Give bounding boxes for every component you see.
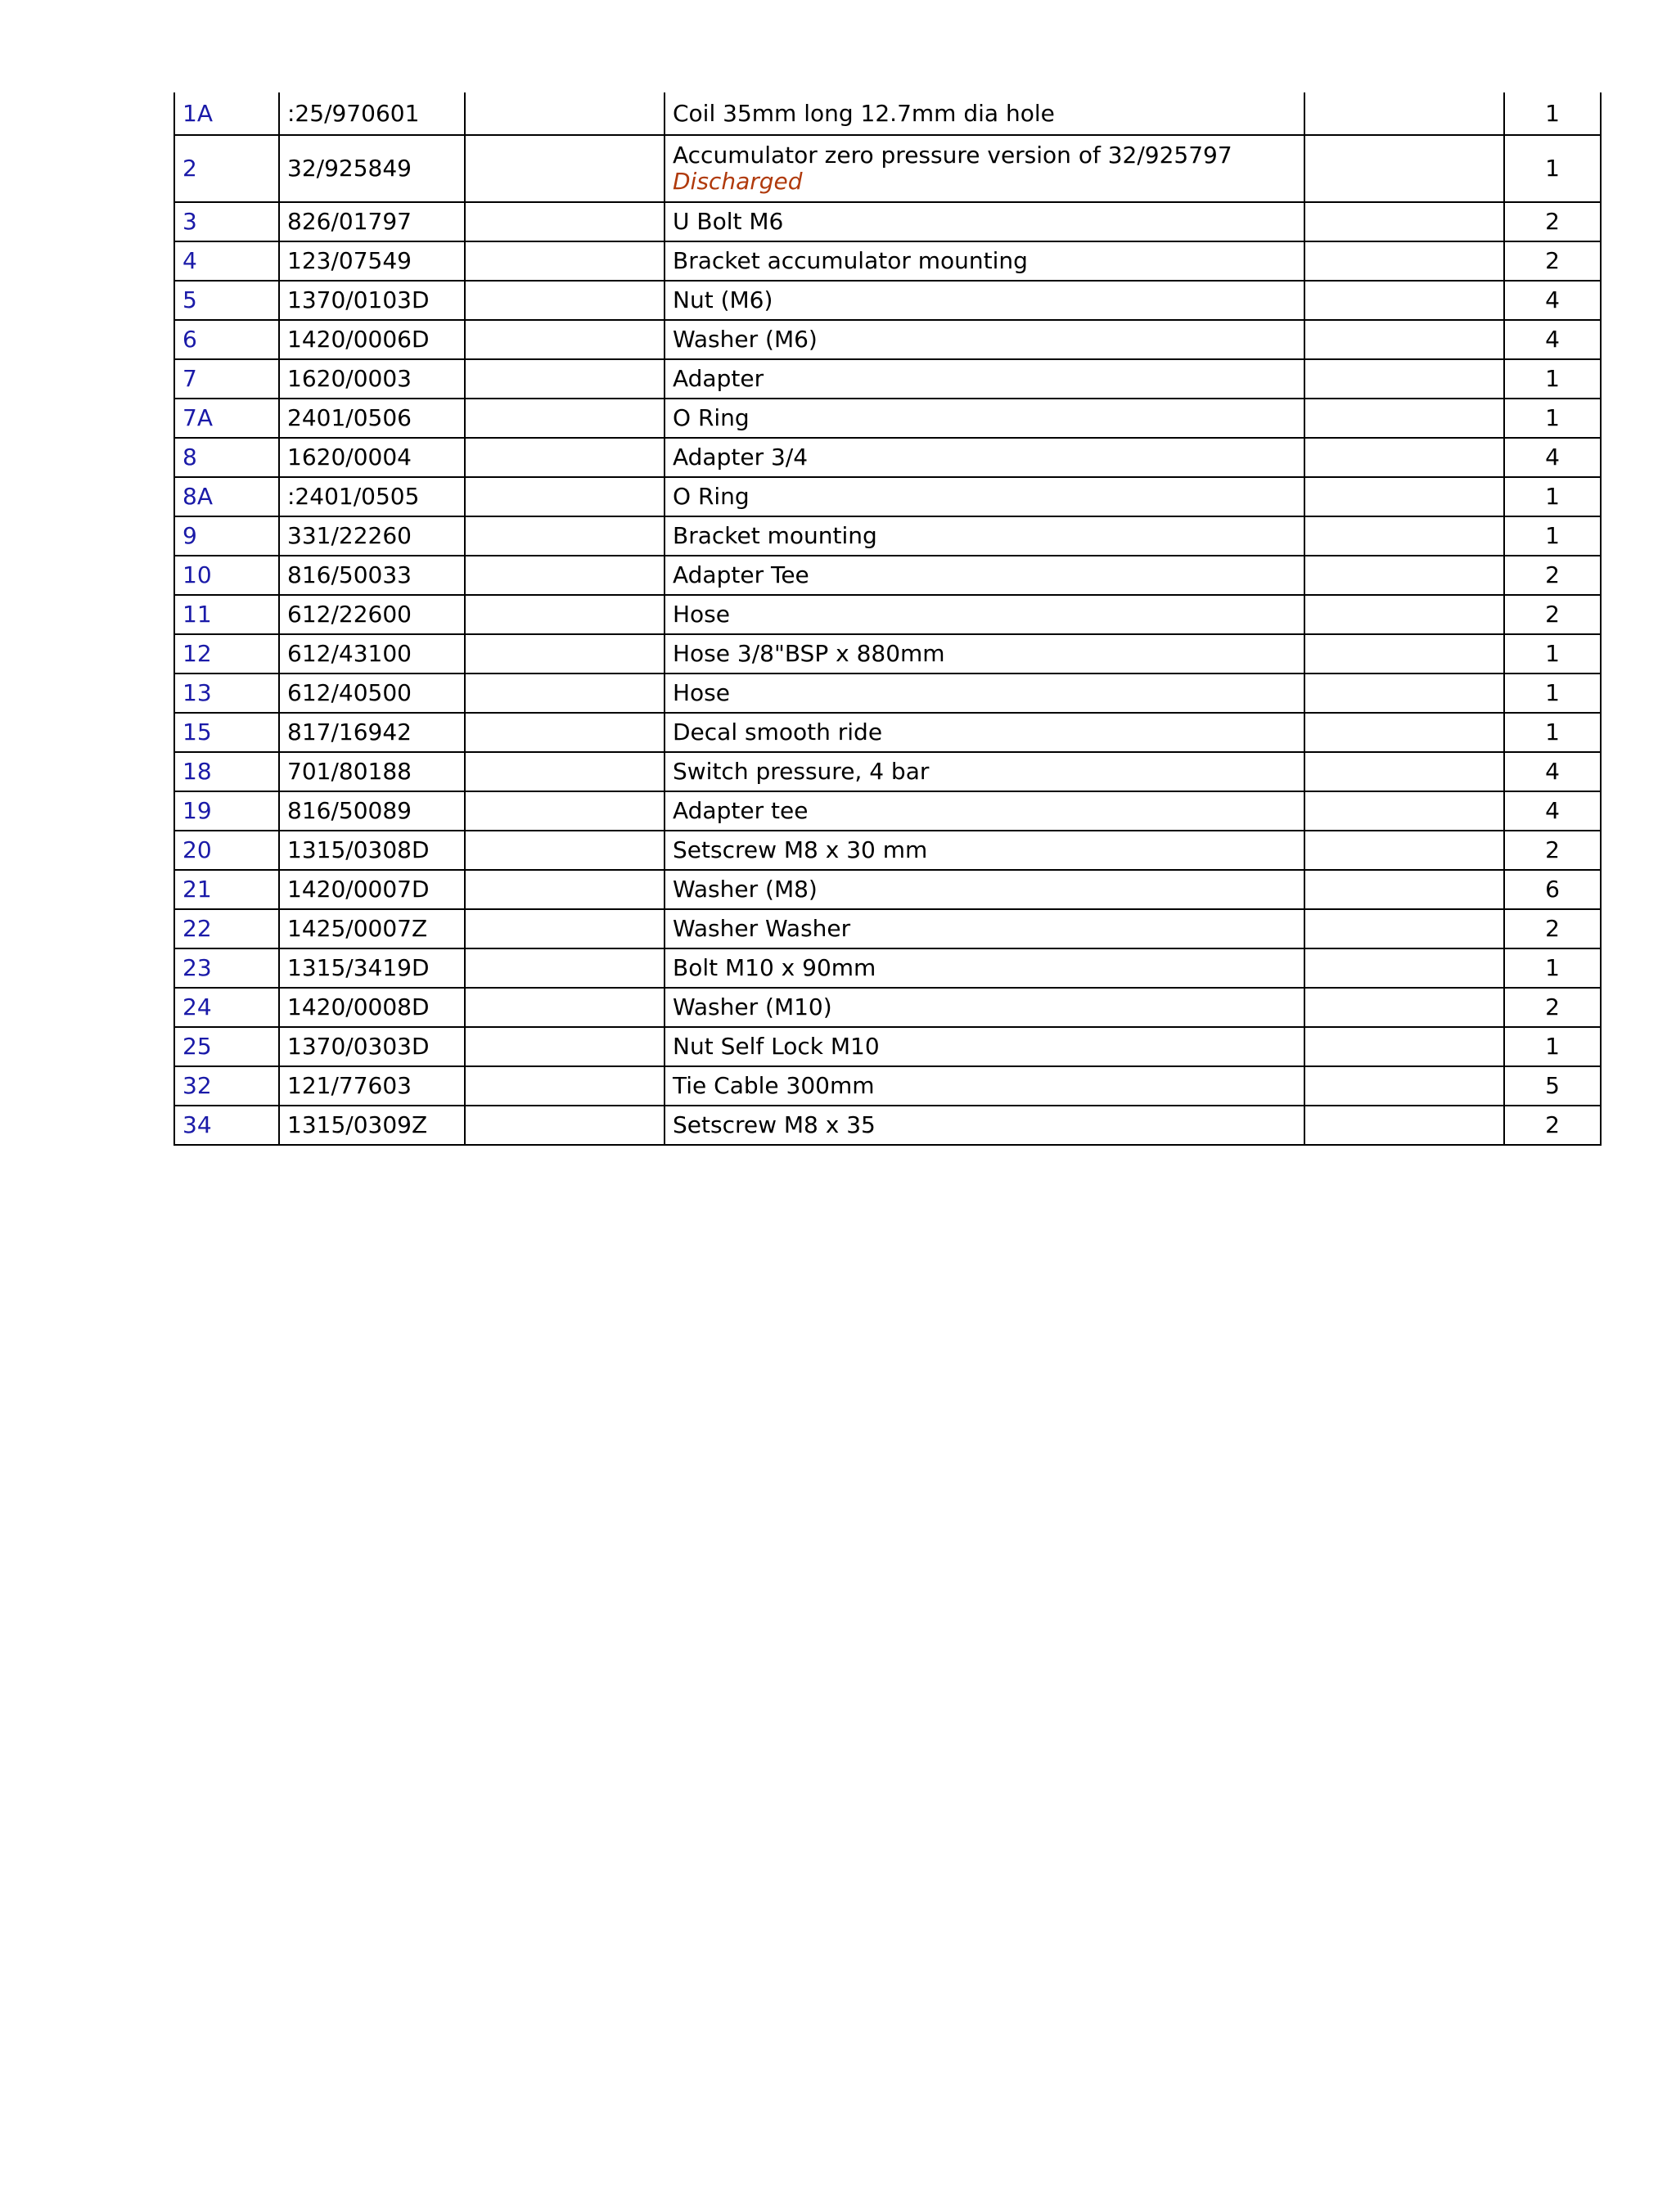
description-text: U Bolt M6 xyxy=(673,208,784,235)
item-number-cell xyxy=(174,438,279,477)
item-number-cell xyxy=(174,320,279,359)
item-number: 24 xyxy=(182,993,212,1020)
empty-cell xyxy=(465,516,665,556)
quantity-cell: 1 xyxy=(1504,948,1601,988)
part-number-cell: 826/01797 xyxy=(279,202,465,241)
empty-cell xyxy=(1304,241,1504,281)
description-text: Coil 35mm long 12.7mm dia hole xyxy=(673,99,1055,127)
parts-table xyxy=(173,92,1602,1146)
table-row xyxy=(174,713,1601,752)
quantity-cell: 2 xyxy=(1504,595,1601,634)
item-number: 34 xyxy=(182,1111,212,1138)
item-number: 8A xyxy=(182,483,213,510)
empty-cell xyxy=(465,870,665,909)
quantity-cell: 1 xyxy=(1504,92,1601,135)
description-cell xyxy=(665,791,1304,831)
empty-cell xyxy=(465,92,665,135)
table-row xyxy=(174,791,1601,831)
table-row xyxy=(174,831,1601,870)
table-row xyxy=(174,674,1601,713)
part-number-cell: 701/80188 xyxy=(279,752,465,791)
part-number-cell: 331/22260 xyxy=(279,516,465,556)
empty-cell xyxy=(465,752,665,791)
empty-cell xyxy=(465,948,665,988)
description-cell xyxy=(665,831,1304,870)
description-cell xyxy=(665,713,1304,752)
part-number-cell: :2401/0505 xyxy=(279,477,465,516)
description-text: Hose 3/8"BSP x 880mm xyxy=(673,640,945,667)
item-number-cell xyxy=(174,1066,279,1106)
description-cell xyxy=(665,202,1304,241)
empty-cell xyxy=(1304,595,1504,634)
part-number-cell: 817/16942 xyxy=(279,713,465,752)
item-number-cell xyxy=(174,241,279,281)
quantity-cell: 1 xyxy=(1504,713,1601,752)
description-cell xyxy=(665,281,1304,320)
quantity-cell: 2 xyxy=(1504,202,1601,241)
table-row xyxy=(174,752,1601,791)
description-text: Washer (M10) xyxy=(673,993,832,1020)
part-number-cell: 1315/3419D xyxy=(279,948,465,988)
description-cell xyxy=(665,909,1304,948)
part-number-cell: 1420/0008D xyxy=(279,988,465,1027)
empty-cell xyxy=(1304,359,1504,399)
item-number: 7A xyxy=(182,404,213,431)
item-number: 9 xyxy=(182,522,197,549)
quantity-cell: 2 xyxy=(1504,241,1601,281)
item-number: 32 xyxy=(182,1072,212,1099)
item-number-cell xyxy=(174,948,279,988)
item-number: 23 xyxy=(182,954,212,981)
description-text: Setscrew M8 x 35 xyxy=(673,1111,876,1138)
table-row xyxy=(174,135,1601,202)
part-number-cell: 1425/0007Z xyxy=(279,909,465,948)
item-number-cell xyxy=(174,1027,279,1066)
description-cell xyxy=(665,1027,1304,1066)
empty-cell xyxy=(1304,713,1504,752)
part-number-cell: 1620/0003 xyxy=(279,359,465,399)
table-row xyxy=(174,241,1601,281)
quantity-cell: 2 xyxy=(1504,988,1601,1027)
table-row xyxy=(174,1106,1601,1145)
part-number-cell: 1620/0004 xyxy=(279,438,465,477)
empty-cell xyxy=(465,556,665,595)
table-row xyxy=(174,399,1601,438)
item-number-cell xyxy=(174,1106,279,1145)
empty-cell xyxy=(465,988,665,1027)
description-text: Setscrew M8 x 30 mm xyxy=(673,836,928,863)
item-number: 3 xyxy=(182,208,197,235)
description-cell xyxy=(665,135,1304,202)
part-number-cell: 1420/0006D xyxy=(279,320,465,359)
part-number-cell: 1370/0103D xyxy=(279,281,465,320)
empty-cell xyxy=(1304,399,1504,438)
description-text: Adapter xyxy=(673,365,764,392)
item-number: 25 xyxy=(182,1033,212,1060)
empty-cell xyxy=(465,713,665,752)
quantity-cell: 2 xyxy=(1504,909,1601,948)
empty-cell xyxy=(1304,320,1504,359)
part-number-cell: 816/50089 xyxy=(279,791,465,831)
table-row xyxy=(174,595,1601,634)
description-text: Adapter tee xyxy=(673,797,809,824)
empty-cell xyxy=(1304,556,1504,595)
empty-cell xyxy=(1304,1106,1504,1145)
table-row xyxy=(174,870,1601,909)
item-number-cell xyxy=(174,281,279,320)
part-number-cell: 1370/0303D xyxy=(279,1027,465,1066)
table-row xyxy=(174,320,1601,359)
description-cell xyxy=(665,870,1304,909)
empty-cell xyxy=(1304,909,1504,948)
quantity-cell: 1 xyxy=(1504,399,1601,438)
empty-cell xyxy=(1304,752,1504,791)
part-number-cell: 816/50033 xyxy=(279,556,465,595)
empty-cell xyxy=(465,477,665,516)
empty-cell xyxy=(1304,438,1504,477)
item-number: 21 xyxy=(182,876,212,903)
description-text: Hose xyxy=(673,601,730,628)
description-cell xyxy=(665,556,1304,595)
empty-cell xyxy=(1304,831,1504,870)
item-number: 2 xyxy=(182,155,197,182)
description-text: Bolt M10 x 90mm xyxy=(673,954,876,981)
table-row xyxy=(174,909,1601,948)
description-text: O Ring xyxy=(673,404,750,431)
item-number-cell xyxy=(174,135,279,202)
quantity-cell: 2 xyxy=(1504,1106,1601,1145)
part-number-cell: 612/43100 xyxy=(279,634,465,674)
description-text: Switch pressure, 4 bar xyxy=(673,758,930,785)
table-row xyxy=(174,202,1601,241)
description-text: Adapter Tee xyxy=(673,561,809,588)
description-cell xyxy=(665,92,1304,135)
item-number: 12 xyxy=(182,640,212,667)
item-number-cell xyxy=(174,516,279,556)
empty-cell xyxy=(1304,92,1504,135)
empty-cell xyxy=(465,135,665,202)
item-number: 22 xyxy=(182,915,212,942)
quantity-cell: 1 xyxy=(1504,674,1601,713)
table-row xyxy=(174,948,1601,988)
description-cell xyxy=(665,241,1304,281)
table-row xyxy=(174,477,1601,516)
table-row xyxy=(174,438,1601,477)
description-text: Tie Cable 300mm xyxy=(673,1072,875,1099)
table-row xyxy=(174,988,1601,1027)
item-number: 15 xyxy=(182,719,212,746)
status-note: Discharged xyxy=(673,168,803,195)
item-number-cell xyxy=(174,674,279,713)
description-text: Decal smooth ride xyxy=(673,719,883,746)
item-number-cell xyxy=(174,752,279,791)
table-row xyxy=(174,92,1601,135)
item-number: 10 xyxy=(182,561,212,588)
quantity-cell: 2 xyxy=(1504,556,1601,595)
quantity-cell: 4 xyxy=(1504,320,1601,359)
empty-cell xyxy=(1304,988,1504,1027)
item-number-cell xyxy=(174,92,279,135)
description-text: Nut (M6) xyxy=(673,286,773,313)
item-number: 4 xyxy=(182,247,197,274)
empty-cell xyxy=(465,791,665,831)
description-text: O Ring xyxy=(673,483,750,510)
item-number-cell xyxy=(174,791,279,831)
item-number-cell xyxy=(174,595,279,634)
item-number-cell xyxy=(174,359,279,399)
quantity-cell: 6 xyxy=(1504,870,1601,909)
description-cell xyxy=(665,674,1304,713)
description-cell xyxy=(665,477,1304,516)
part-number-cell: :25/970601 xyxy=(279,92,465,135)
part-number-cell: 1315/0308D xyxy=(279,831,465,870)
quantity-cell: 4 xyxy=(1504,281,1601,320)
item-number-cell xyxy=(174,477,279,516)
part-number-cell: 2401/0506 xyxy=(279,399,465,438)
empty-cell xyxy=(465,909,665,948)
empty-cell xyxy=(1304,634,1504,674)
description-text: Adapter 3/4 xyxy=(673,444,809,471)
quantity-cell: 1 xyxy=(1504,135,1601,202)
description-cell xyxy=(665,988,1304,1027)
item-number: 18 xyxy=(182,758,212,785)
part-number-cell: 612/40500 xyxy=(279,674,465,713)
empty-cell xyxy=(465,359,665,399)
part-number-cell: 123/07549 xyxy=(279,241,465,281)
description-cell xyxy=(665,948,1304,988)
description-cell xyxy=(665,1066,1304,1106)
empty-cell xyxy=(465,1106,665,1145)
description-text: Accumulator zero pressure version of 32/925797 xyxy=(673,142,1232,169)
description-cell xyxy=(665,1106,1304,1145)
parts-table-body xyxy=(174,92,1601,1145)
empty-cell xyxy=(1304,870,1504,909)
table-row xyxy=(174,281,1601,320)
quantity-cell: 1 xyxy=(1504,1027,1601,1066)
quantity-cell: 1 xyxy=(1504,359,1601,399)
description-cell xyxy=(665,595,1304,634)
item-number-cell xyxy=(174,988,279,1027)
item-number-cell xyxy=(174,909,279,948)
item-number: 1A xyxy=(182,99,213,127)
empty-cell xyxy=(465,674,665,713)
description-text: Hose xyxy=(673,679,730,706)
description-cell xyxy=(665,752,1304,791)
quantity-cell: 4 xyxy=(1504,791,1601,831)
table-row xyxy=(174,1027,1601,1066)
description-cell xyxy=(665,399,1304,438)
item-number: 20 xyxy=(182,836,212,863)
table-row xyxy=(174,359,1601,399)
empty-cell xyxy=(465,595,665,634)
description-text: Bracket mounting xyxy=(673,522,877,549)
description-cell xyxy=(665,438,1304,477)
item-number: 11 xyxy=(182,601,212,628)
item-number-cell xyxy=(174,202,279,241)
empty-cell xyxy=(465,634,665,674)
part-number-cell: 612/22600 xyxy=(279,595,465,634)
item-number-cell xyxy=(174,713,279,752)
table-row xyxy=(174,516,1601,556)
quantity-cell: 2 xyxy=(1504,831,1601,870)
description-text: Bracket accumulator mounting xyxy=(673,247,1028,274)
part-number-cell: 1420/0007D xyxy=(279,870,465,909)
empty-cell xyxy=(465,281,665,320)
item-number-cell xyxy=(174,831,279,870)
empty-cell xyxy=(1304,948,1504,988)
part-number-cell: 121/77603 xyxy=(279,1066,465,1106)
quantity-cell: 4 xyxy=(1504,752,1601,791)
empty-cell xyxy=(1304,1066,1504,1106)
empty-cell xyxy=(465,1066,665,1106)
table-row xyxy=(174,634,1601,674)
item-number: 6 xyxy=(182,326,197,353)
table-row xyxy=(174,556,1601,595)
description-text: Washer Washer xyxy=(673,915,851,942)
quantity-cell: 1 xyxy=(1504,477,1601,516)
empty-cell xyxy=(465,202,665,241)
quantity-cell: 4 xyxy=(1504,438,1601,477)
description-cell xyxy=(665,320,1304,359)
quantity-cell: 1 xyxy=(1504,634,1601,674)
part-number-cell: 32/925849 xyxy=(279,135,465,202)
item-number: 5 xyxy=(182,286,197,313)
empty-cell xyxy=(1304,281,1504,320)
quantity-cell: 1 xyxy=(1504,516,1601,556)
empty-cell xyxy=(1304,477,1504,516)
description-cell xyxy=(665,359,1304,399)
empty-cell xyxy=(465,438,665,477)
empty-cell xyxy=(465,399,665,438)
item-number-cell xyxy=(174,556,279,595)
quantity-cell: 5 xyxy=(1504,1066,1601,1106)
empty-cell xyxy=(1304,516,1504,556)
part-number-cell: 1315/0309Z xyxy=(279,1106,465,1145)
description-text: Washer (M8) xyxy=(673,876,818,903)
empty-cell xyxy=(465,831,665,870)
empty-cell xyxy=(1304,674,1504,713)
empty-cell xyxy=(465,1027,665,1066)
empty-cell xyxy=(1304,1027,1504,1066)
empty-cell xyxy=(1304,202,1504,241)
description-text: Nut Self Lock M10 xyxy=(673,1033,880,1060)
item-number: 19 xyxy=(182,797,212,824)
parts-list-sheet xyxy=(173,92,1602,1146)
item-number-cell xyxy=(174,870,279,909)
empty-cell xyxy=(1304,791,1504,831)
empty-cell xyxy=(465,320,665,359)
item-number: 13 xyxy=(182,679,212,706)
item-number-cell xyxy=(174,399,279,438)
description-text: Washer (M6) xyxy=(673,326,818,353)
item-number-cell xyxy=(174,634,279,674)
description-cell xyxy=(665,634,1304,674)
item-number: 7 xyxy=(182,365,197,392)
empty-cell xyxy=(465,241,665,281)
empty-cell xyxy=(1304,135,1504,202)
table-row xyxy=(174,1066,1601,1106)
description-cell xyxy=(665,516,1304,556)
item-number: 8 xyxy=(182,444,197,471)
